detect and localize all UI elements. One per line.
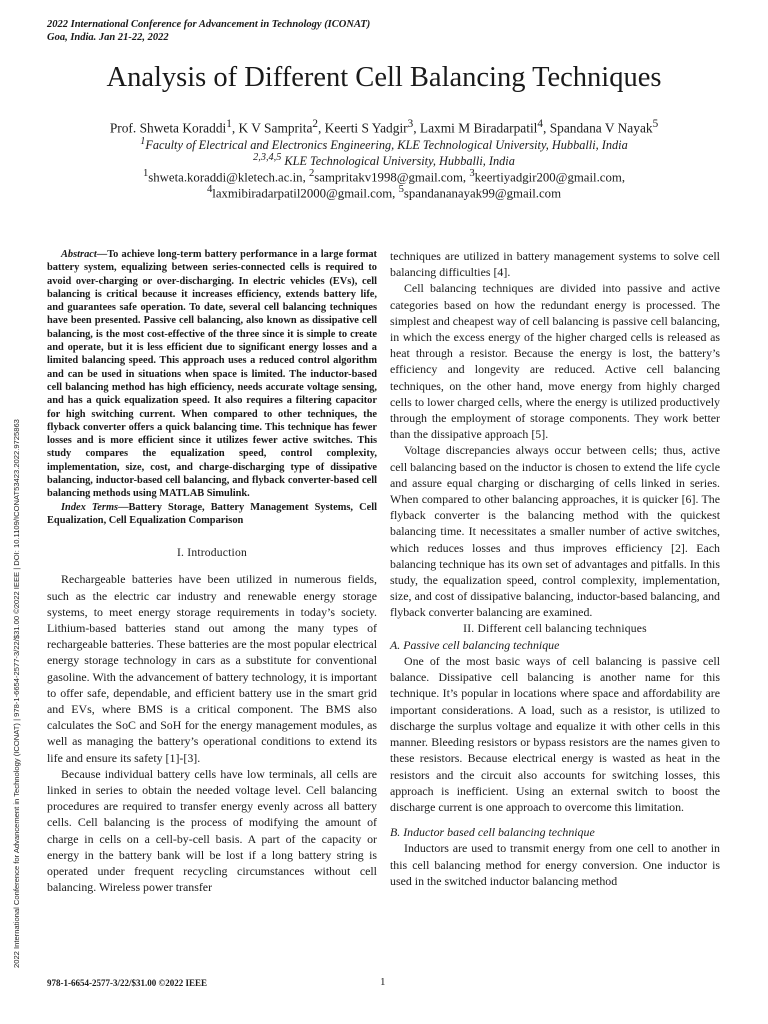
email-mark: 3 <box>469 168 475 179</box>
subsection-heading-passive: A. Passive cell balancing technique <box>390 637 560 652</box>
index-terms-label: Index Terms <box>61 501 119 513</box>
author-name: , Keerti S Yadgir <box>317 120 408 136</box>
email-line-1 <box>0 168 768 185</box>
affiliation-secondary <box>0 152 768 169</box>
email-mark: 1 <box>142 168 149 179</box>
abstract <box>47 248 377 501</box>
author-name: , Laxmi M Biradarpatil <box>413 120 538 136</box>
affil-mark: 1 <box>140 136 146 147</box>
affil-text: Faculty of Electrical and Electronics Engineering, KLE Technological University, Hubballi, India <box>145 138 628 153</box>
paper-title: Analysis of Different Cell Balancing Techniques <box>106 62 662 93</box>
author-name: , Spandana V Nayak <box>543 120 653 136</box>
paragraph: Voltage discrepancies always occur between cells; thus, active cell balancing based on the inductor is chosen to extend the life cycle and assure equal charging or discharging of cells linked in series. When compared to other balancing approaches, it is quicker [6]. The flyback converter is the balancing method with the quickest balancing time. It necessitates a smaller number of active switches, which reduces losses and thus improves efficiency [2]. Each balancing technique has its own set of advantages and pitfalls. In this study, the equalization speed, control complexity, implementation, size, and cost of dissipative balancing, inductor-based balancing, and flyback converter balancing are examined. <box>390 443 720 620</box>
affil-mark: 2,3,4,5 <box>253 152 282 163</box>
paragraph: Cell balancing techniques are divided into passive and active categories based on how the redundant energy is processed. The simplest and cheapest way of cell balancing is passive cell balancing, in which the excess energy of the higher charged cells is released as heat through a resistor. Because the energy is lost, the battery’s efficiency and longevity are reduced. Active cell balancing techniques, on the other hand, move energy from highly charged cells to lower charged cells, where the energy is utilized productively through the employment of storage components. They work better than the dissipative approach [5]. <box>390 281 720 442</box>
author-name: , K V Samprita <box>231 120 313 136</box>
author-list <box>0 118 768 136</box>
email: sampritakv1998@gmail.com, <box>314 170 470 185</box>
paragraph: Inductors are used to transmit energy from one cell to another in this cell balancing method for energy conversion. One inductor is used in the switched inductor balancing method <box>390 841 720 888</box>
affil-text: KLE Technological University, Hubballi, India <box>281 154 515 169</box>
abstract-text: —To achieve long-term battery performance in a large format battery system, equalizing between series-connected cells is required to avoid over-charging or over-discharging. In electric vehicles (EVs), cell balancing is critical because it increases efficiency, extends battery life, and guarantees safe operation. To date, several cell balancing techniques have been presented. Passive cell balancing, also known as dissipative cell balancing, is the most cost-effective of the three since it is simple to create and operate, but it is less efficient due to significant energy losses and a limited balancing speed. This approach uses a reduced control algorithm and can be used in situations when space is limited. The inductor-based cell balancing method has high efficiency, needs accurate voltage sensing, and has a quick equalization speed. It also requires a filtering capacitor for high switching current. When compared to other techniques, the flyback converter offers a quick balancing time. This technique has fewer losses and is more efficient since it utilizes fewer active switches. This study compares the equalization speed, control complexity, implementation, size, cost, and charge-discharging type of dissipative balancing, inductor-based cell balancing, and flyback converter-based cell balancing methods using MATLAB Simulink. <box>47 249 377 500</box>
email-line-2 <box>0 184 768 201</box>
paragraph: techniques are utilized in battery management systems to solve cell balancing difficulties [4]. <box>390 249 720 280</box>
author-affil-mark: 3 <box>407 118 414 130</box>
page-number: 1 <box>380 976 386 988</box>
conference-name: 2022 International Conference for Advancement in Technology (ICONAT) <box>47 19 371 30</box>
index-terms-text: —Battery Storage, Battery Management Systems, Cell Equalization, Cell Equalization Comparison <box>47 501 377 526</box>
section-heading-techniques: II. Different cell balancing techniques <box>463 621 647 635</box>
conference-header <box>47 18 370 44</box>
affiliation-primary <box>0 136 768 153</box>
email: shweta.koraddi@kletech.ac.in, <box>148 170 309 185</box>
author-affil-mark: 2 <box>312 118 318 130</box>
paragraph: Because individual battery cells have low terminals, all cells are linked in series to obtain the needed voltage level. Cell balancing procedures are required to transfer energy evenly across all battery cells. Cell balancing is the process of modifying the amount of charge in cells on a cell-by-cell basis. A part of the capacity or energy in the battery bank will be lost if a long battery string is operated under frequent recycling circumstances without cell balancing. Wireless power transfer <box>47 766 377 895</box>
subsection-heading-inductor: B. Inductor based cell balancing technique <box>390 825 595 840</box>
author-affil-mark: 1 <box>226 118 232 130</box>
footer-copyright: 978-1-6654-2577-3/22/$31.00 ©2022 IEEE <box>47 978 207 988</box>
email: laxmibiradarpatil2000@gmail.com, <box>212 186 399 201</box>
paragraph: Rechargeable batteries have been utilized in numerous fields, such as the electric car industry and renewable energy storage systems, to meet energy storage requirements in today’s society. Lithium-based batteries stand out among the many types of rechargeable batteries. These batteries are the most popular electrical energy storage technology in cars as a substitute for conventional gasoline. With the advancement of battery technology, it is important to offer safe, dependable, and efficient battery use in the smart grid and EVs, where BMS is a critical component. The BMS also calculates the SoC and SoH for the energy management modules, as well as managing the battery’s operational conditions to extend its life and ensure its safety [1]-[3]. <box>47 572 377 765</box>
left-column <box>47 248 377 896</box>
right-column <box>390 248 720 889</box>
paragraph: One of the most basic ways of cell balancing is passive cell balance. Dissipative cell balancing is another name for this technique. It’s popular in locations where space and affordability are important considerations. A load, such as a resistor, is utilized to discharge the surplus voltage and equalize it with other cells in this manner. Bleeding resistors or bypass resistors are the names given to these resistors. Because electrical energy is wasted as heat in the resistors and the circuit also accounts for switching losses, this approach is inefficient. Using an external switch to boost the discharge current is one approach to overcome this limitation. <box>390 654 720 814</box>
email: spandananayak99@gmail.com <box>403 186 562 201</box>
abstract-label: Abstract <box>61 249 97 260</box>
email-mark: 5 <box>398 184 404 195</box>
author-affil-mark: 4 <box>537 118 543 130</box>
email-mark: 4 <box>206 184 213 195</box>
index-terms <box>47 501 377 528</box>
author-name: Prof. Shweta Koraddi <box>109 120 227 136</box>
email: keertiyadgir200@gmail.com, <box>474 170 626 185</box>
author-affil-mark: 5 <box>652 118 659 130</box>
section-heading-intro: I. Introduction <box>177 546 247 560</box>
email-mark: 2 <box>308 168 315 179</box>
conference-location-date: Goa, India. Jan 21-22, 2022 <box>47 32 169 43</box>
doi-sidebar: 2022 International Conference for Advancement in Technology (ICONAT) | 978-1-6654-2577-3/22/$31.00 ©2022 IEEE | DOI: 10.1109/ICONAT53423.2022.9725863 <box>12 419 21 968</box>
